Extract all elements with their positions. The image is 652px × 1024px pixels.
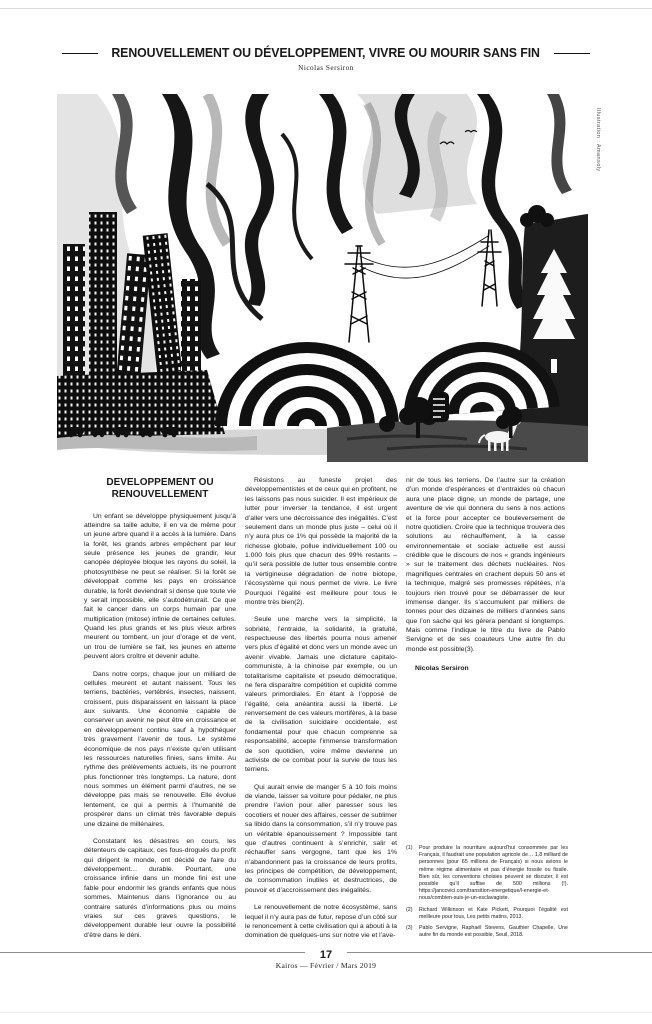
page-number: 17 xyxy=(0,945,652,963)
article-column-2 xyxy=(245,476,397,949)
article-paragraph: Un enfant se développe physiquement jusqu’à atteindre sa taille adulte, il en va de même pour un jeune arbre quand il a accès à la lumière. Dans la forêt, les grands arbres empêchent par leur seule présence les jeunes de grandir, leur canopée déployée bloque les rayons du soleil, la photosynthèse ne peut se réaliser. Si la forêt se développait comme les pays en croissance durable, la forêt deviendrait si dense que toute vie y serait impossible, elle s’autodétruirait. Ce que fait le cancer dans un corps humain par une multiplication (mitose) infinie de certaines cellules. Quand les plus grands et les plus vieux arbres meurent ou tombent, un jour d’orage et de vent, un trou de lumière se fait, les jeunes en attente peuvent alors croître et devenir adulte. xyxy=(84,512,236,661)
footnote-number: (3) xyxy=(406,925,413,932)
bottom-hairline xyxy=(0,1012,652,1013)
article-paragraph: Résistons au funeste projet des développementistes et de ceux qui en profitent, ne les laissons pas nous suicider. Il est impérieux de lutter pour inverser la tendance, il est urgent d’aller vers une décroissance des inégalités. C’est seulement dans un monde plus juste – celui où il n’y aura plus ce 1% qui possède la majorité de la richesse globale, pollue individuellement 100 ou 1.000 fois plus que chacun des 99% restants – qu’il sera possible de lutter tous ensemble contre la vertigineuse dégradation de notre biotope, l’écosystème qui nous permet de vivre. Le livre Pourquoi l’égalité est meilleure pour tous le montre très bien(2). xyxy=(245,477,397,606)
article-column-3 xyxy=(406,476,565,674)
footnote-text: Richard Wilkinson et Kate Pickett, Pourquoi l’égalité est meilleure pour tous, Les petits matins, 2013. xyxy=(419,906,568,920)
article-illustration xyxy=(57,94,588,462)
author-line: Nicolas Sersiron xyxy=(298,64,354,72)
article-header xyxy=(0,46,652,72)
article-paragraph: Dans notre corps, chaque jour un milliard de cellules meurent et autant naissent. Tous les terriens, bactéries, vertébrés, insectes, naissent, croissent, puis disparaissent en laissant la place aux suivants. Une économie capable de conserver un avenir ne peut être en croissance et en développement continu sauf à hypothéquer très gravement l’avenir de tous. Le système économique de nos pays n’existe qu’en utilisant les ressources naturelles finies, sans limite. Au rythme des prélèvements actuels, ils ne pourront plus fonctionner très longtemps. La nature, dont nous sommes un élément parmi d’autres, ne se développe pas mais se renouvelle. Elle évolue lentement, ce qui a permis à l’humanité de prospérer dans un climat très favorable depuis une dizaine de millénaires. xyxy=(84,670,236,828)
footnote-number: (1) xyxy=(406,845,413,851)
footnote-item xyxy=(406,907,568,921)
illustration-credit: Illustration : Amansoly xyxy=(595,108,601,172)
footnote-text: Pablo Servigne, Raphaël Stevens, Gauthier Chapelle, Une autre fin du monde est possible, Seuil, 2018. xyxy=(419,925,568,939)
title-rule-right xyxy=(554,53,590,54)
footnote-number: (2) xyxy=(406,906,413,913)
article-column-1 xyxy=(84,476,236,948)
top-hairline xyxy=(0,8,652,9)
footnote-item xyxy=(406,925,568,939)
footnote-item xyxy=(406,845,568,903)
article-paragraph: Le renouvellement de notre écosystème, sans lequel il n’y aura pas de futur, repose d’un côté sur le renoncement à cette civilisation qui a abouti à la domination de quelques-uns sur notre vie et l’ave- xyxy=(245,904,397,940)
section-heading: DEVELOPPEMENT OU RENOUVELLEMENT xyxy=(106,477,214,500)
footnotes xyxy=(406,845,568,943)
article-paragraph: Qui aurait envie de manger 5 à 10 fois moins de viande, laisser sa voiture pour pédaler, ne plus prendre l’avion pour aller paresser sous les cocotiers et nouer des affaires, cesser de sublimer sa libido dans la consommation, s’il n’y trouve pas un véritable épanouissement ? Impossible tant que d’autres continuent à s’enrichir, salir et réchauffer sans vergogne, tant que les 1% n’abandonnent pas la croissance de leurs profits, les principes de compétition, de développement, de consommation inutiles et destructrices, de pouvoir et d’accroissement des inégalités. xyxy=(245,783,397,894)
issue-line: Kairos — Février / Mars 2019 xyxy=(275,961,377,970)
article-paragraph: Seule une marche vers la simplicité, la sobriété, l’entraide, la solidarité, la gratuité, respectueuse des libertés pourra nous amener vers plus d’égalité et donc vers un monde avec un avenir vivable. Jamais une dictature capitalo-communiste, à la chinoise par exemple, ou un totalitarisme capitaliste et pseudo démocratique, ne fera disparaître compétition et cupidité comme valeurs primordiales. En étant à l’opposé de l’égalité, cela anéantira aussi la liberté. Le renversement de ces valeurs mortifères, à la base de la civilisation suicidaire occidentale, est fondamental pour que chacun comprenne sa responsabilité, accepte l’immense transformation de son quotidien, voire même devienne un activiste de ce combat pour la survie de tous les terriens. xyxy=(245,616,397,774)
author-signature: Nicolas Sersiron xyxy=(415,665,469,673)
footnote-text: Pour produire la nourriture aujourd’hui consommée par les Français, il faudrait une population agricole de… 1,8 milliard de personnes (pour 65 millions de Français) si nous avions le même régime alimentaire et pas d’énergie fossile ou fissile. Bien sûr, les conventions choisies peuvent se discuter, il est possible qu’il suffise de 500 millions (!). https://jancovici.com/transition-energetique/l-energie-et-nous/combien-suis-je-un-esclavagiste. xyxy=(419,845,568,902)
article-paragraph: nir de tous les terriens. De l’autre sur la création d’un monde d’espérances et d’entraides où chacun aura une place digne, un monde de partage, une aventure de vie qui donnera du sens à nos actions et la force pour accepter ce bouleversement de notre quotidien. Croire que la technique trouvera des solutions au réchauffement, à la casse environnementale et sociale actuelle est aussi crédible que le discours de nos « grands ingénieurs » sur le traitement des déchets nucléaires. Nos magnifiques centrales en crachent depuis 50 ans et la technique, malgré ses promesses répétées, n’a toujours rien trouvé pour se débarrasser de leur immense danger. Ils s’accumulent par milliers de tonnes pour des dizaines de milliers d’années sans que l’on sache qui les gérera pendant si longtemps. Mais comme l’indique le titre du livre de Pablo Servigne et de ses coauteurs Une autre fin du monde est possible(3). xyxy=(406,477,565,653)
page-title: RENOUVELLEMENT OU DÉVELOPPEMENT, VIVRE OU MOURIR SANS FIN xyxy=(111,46,541,60)
title-rule-left xyxy=(62,53,98,54)
article-paragraph: Constatant les désastres en cours, les détenteurs de capitaux, ces fous-drogués du profit qui dirigent le monde, ont décidé de faire du développement… durable. Pourtant, une croissance infinie dans un monde fini est une fable pour endormir les grands enfants que nous sommes. Maintenus dans l’ignorance ou au contraire saturés d’informations plus ou moins vraies sur ces graves questions, le développement durable leur ouvre la possibilité d’être dans le déni. xyxy=(84,837,236,939)
